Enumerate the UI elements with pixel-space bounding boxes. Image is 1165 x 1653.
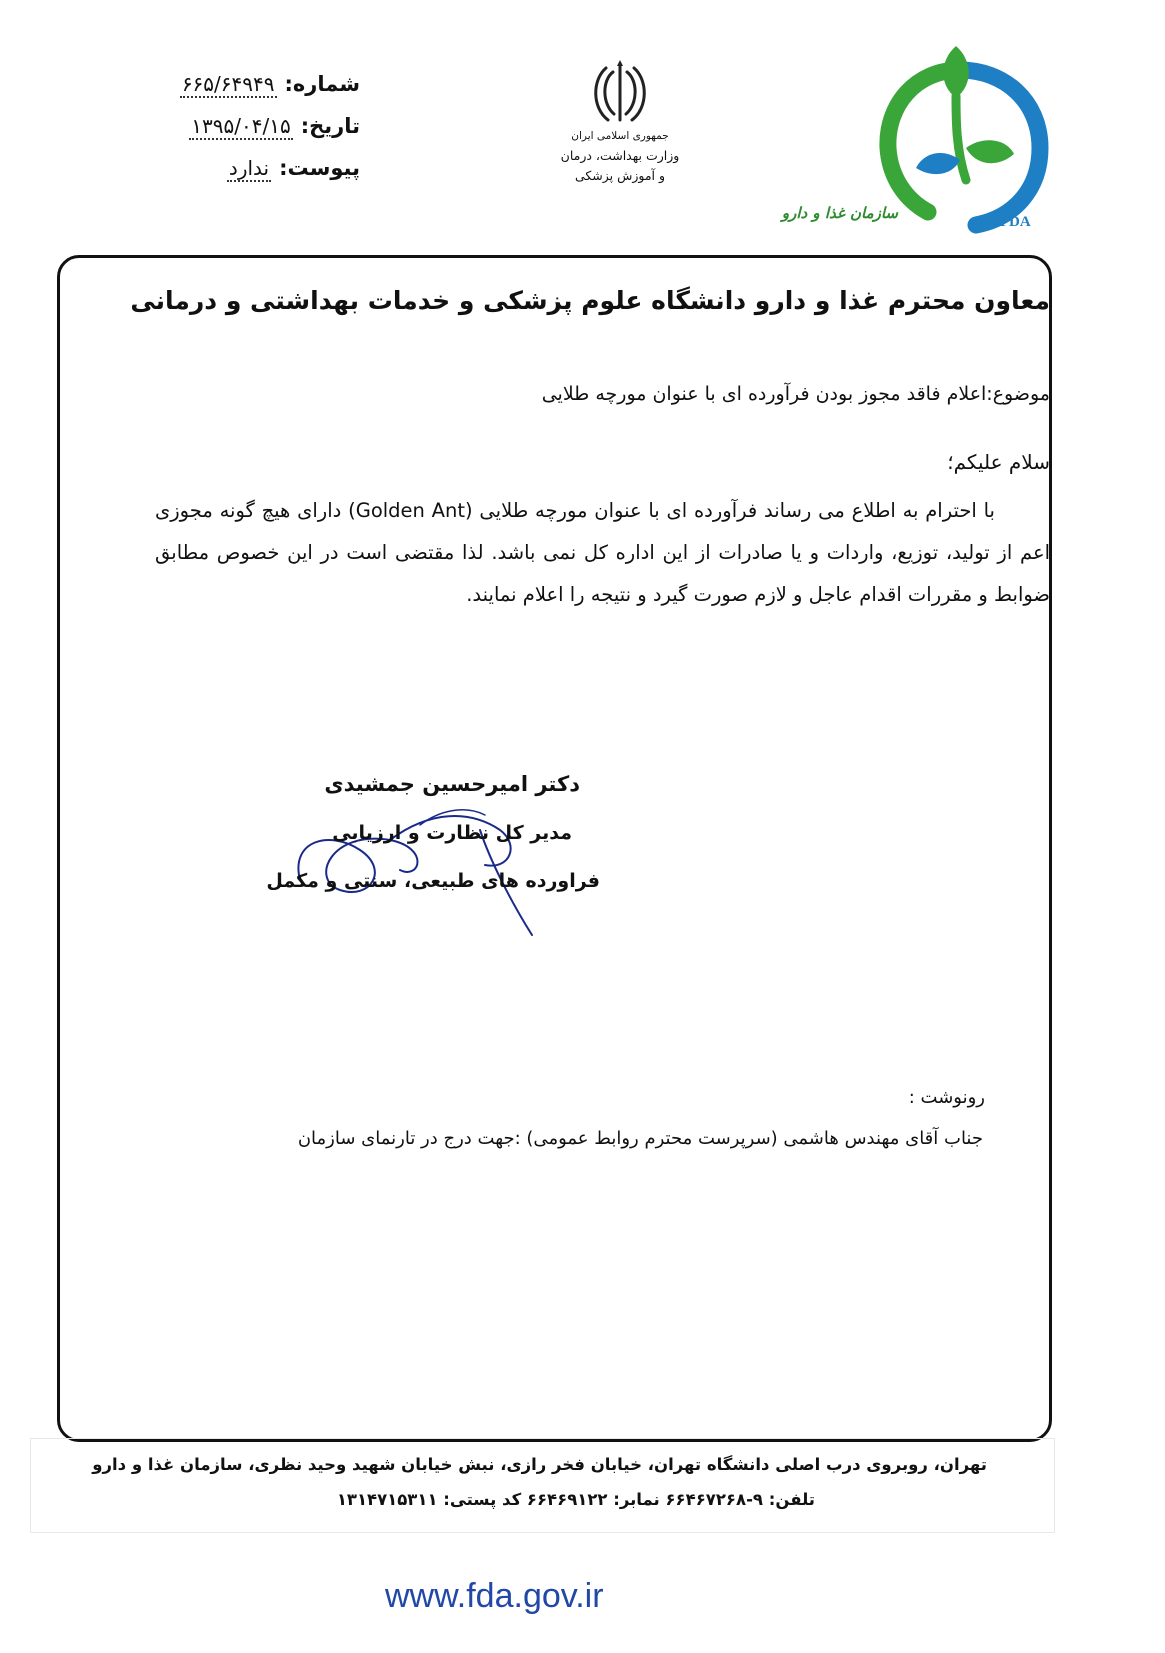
ministry-name-line2: و آموزش پزشکی [574, 168, 666, 183]
signature-block [266, 770, 620, 940]
website-link[interactable]: www.fda.gov.ir [385, 1577, 604, 1615]
letter-attachment-row [110, 156, 360, 198]
cc-recipient: جناب آقای مهندس هاشمی (سرپرست محترم روابط عمومی) :جهت درج در تارنمای سازمان [297, 1128, 983, 1149]
footer-address: تهران، روبروی درب اصلی دانشگاه تهران، خیابان فخر رازی، نبش خیابان شهید وحید نظری، سازمان غذا و دارو [92, 1455, 987, 1474]
ministry-name-line1: وزارت بهداشت، درمان [560, 148, 680, 163]
ifda-logo [781, 40, 1068, 250]
ifda-logo-icon [781, 40, 1068, 250]
signatory-title-line1: مدیر کل نظارت و ارزیابی [332, 822, 572, 844]
letter-number-label: شماره: [284, 72, 360, 96]
letter-recipient: معاون محترم غذا و دارو دانشگاه علوم پزشکی و خدمات بهداشتی و درمانی [130, 286, 1050, 315]
letter-meta [110, 72, 360, 198]
letter-number-row [110, 72, 360, 114]
letter-number-value: ۶۶۵/۶۴۹۴۹ [181, 72, 275, 96]
ifda-logo-text: سازمان غذا و دارو [781, 204, 898, 222]
iran-emblem-icon [590, 58, 650, 126]
letter-date-value: ۱۳۹۵/۰۴/۱۵ [191, 114, 291, 138]
footer-box [30, 1438, 1055, 1533]
signatory-title-line2: فراورده های طبیعی، سنتی و مکمل [266, 870, 600, 892]
ministry-header [540, 58, 700, 186]
letter-salutation: سلام علیکم؛ [947, 450, 1050, 474]
letter-attachment-value: ندارد [228, 156, 270, 180]
letter-date-label: تاریخ: [300, 114, 360, 138]
footer-contact: تلفن: ۹-۶۶۴۶۷۲۶۸ نمابر: ۶۶۴۶۹۱۲۲ کد پستی: ۱۳۱۴۷۱۵۳۱۱ [336, 1490, 815, 1509]
letter-subject: موضوع:اعلام فاقد مجوز بودن فرآورده ای با عنوان مورچه طلایی [541, 383, 1050, 405]
letter-body [155, 490, 1050, 616]
letter-date-row [110, 114, 360, 156]
cc-label: رونوشت : [908, 1087, 985, 1108]
country-name: جمهوری اسلامی ایران [571, 130, 669, 142]
signatory-name: دکتر امیرحسین جمشیدی [324, 772, 580, 796]
letter-body-paragraph: با احترام به اطلاع می رساند فرآورده ای با عنوان مورچه طلایی (Golden Ant) دارای هیچ گونه مجوزی اعم از تولید، توزیع، واردات و یا صادرات از این اداره کل نمی باشد. لذا مقتضی است در این خصوص مطابق ضوابط و مقررات اقدام عاجل و لازم صورت گیرد و نتیجه را اعلام نمایند. [155, 499, 1050, 606]
ifda-abbr: IFDA [994, 214, 1031, 230]
letter-attachment-label: پیوست: [279, 156, 360, 180]
